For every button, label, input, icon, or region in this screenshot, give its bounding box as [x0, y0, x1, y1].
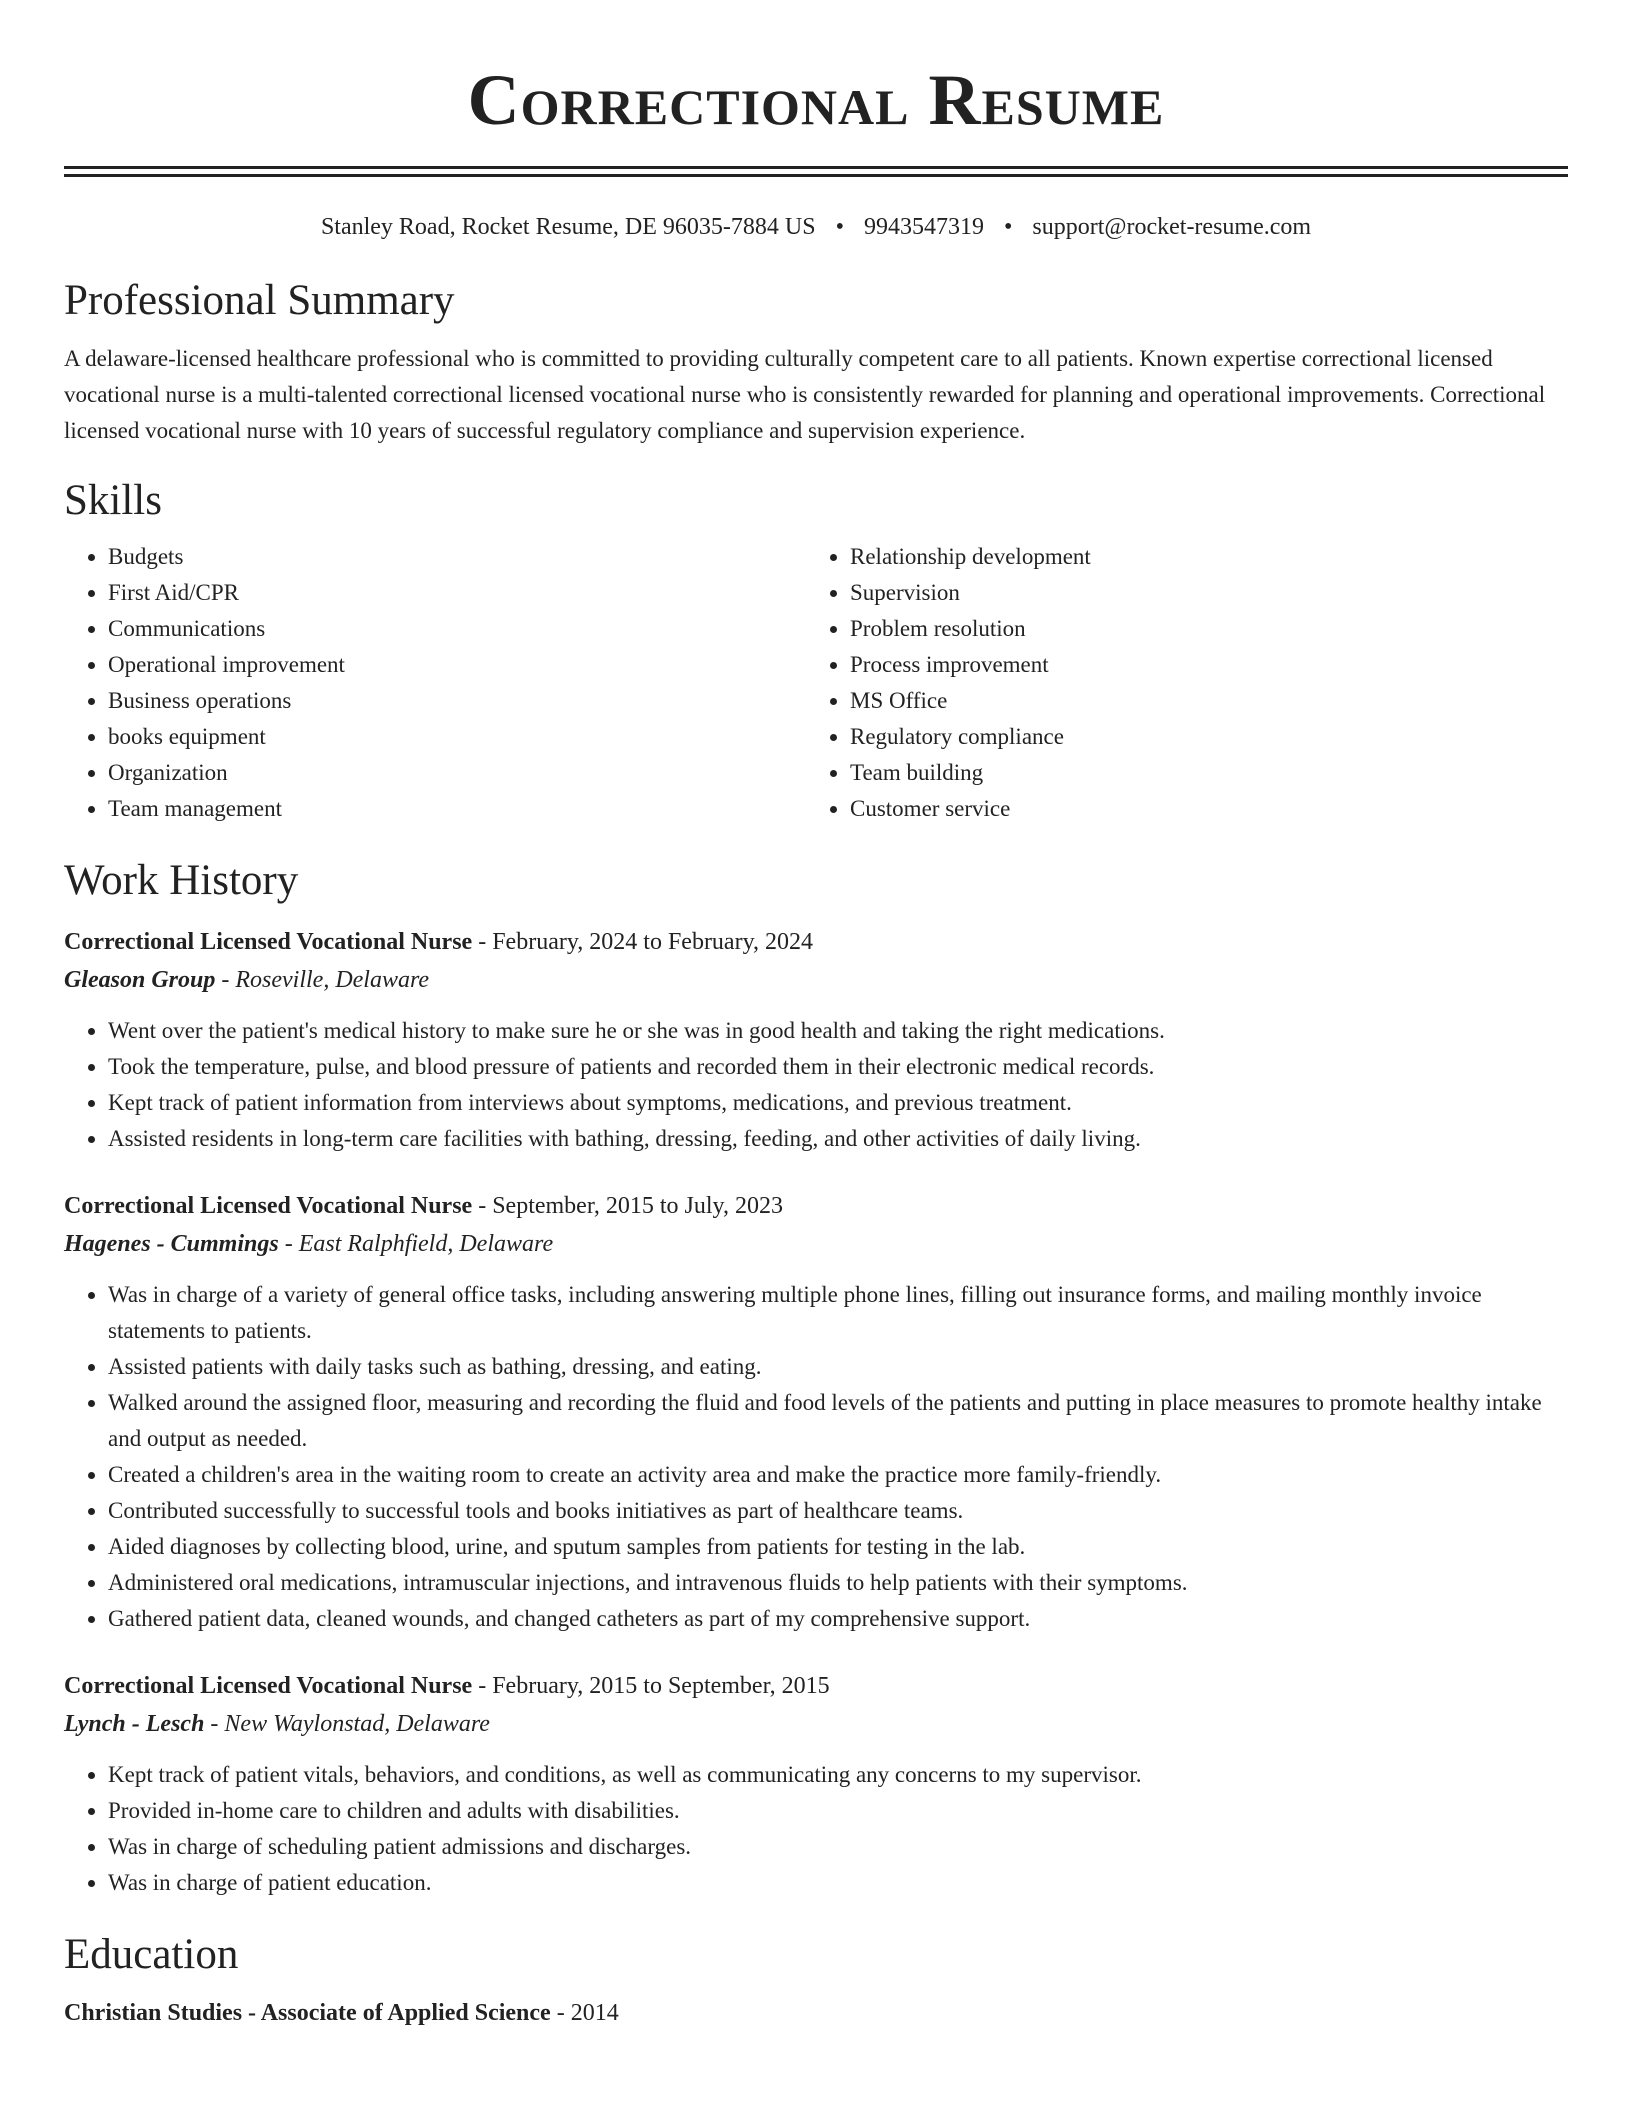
- job-title: Correctional Licensed Vocational Nurse: [64, 1673, 473, 1699]
- job-entry: [64, 1667, 1568, 1901]
- job-title-line: [64, 1187, 1568, 1225]
- summary-text: A delaware-licensed healthcare professional who is committed to providing culturally competent care to all patients. Known expertise correctional licensed vocational nurse is a multi-talented correctional licensed vocational nurse who is consistently rewarded for planning and operational improvements. Correctional licensed vocational nurse with 10 years of successful regulatory compliance and supervision experience.: [64, 346, 1546, 443]
- job-location: - East Ralphfield, Delaware: [278, 1231, 554, 1257]
- contact-email: support@rocket-resume.com: [1032, 214, 1312, 240]
- skill-item: • Customer service: [850, 791, 1548, 827]
- job-company: Gleason Group: [64, 967, 216, 993]
- duty-item: • Was in charge of patient education.: [108, 1865, 1568, 1901]
- duty-item: • Aided diagnoses by collecting blood, urine, and sputum samples from patients for testing in the lab.: [108, 1529, 1568, 1565]
- job-title: Correctional Licensed Vocational Nurse: [64, 929, 473, 955]
- job-title-line: [64, 1667, 1568, 1705]
- duty-item: • Assisted patients with daily tasks such as bathing, dressing, and eating.: [108, 1349, 1568, 1385]
- job-company-line: [64, 1225, 1568, 1263]
- duty-item: • Contributed successfully to successful tools and books initiatives as part of healthcare teams.: [108, 1493, 1568, 1529]
- duty-item: • Kept track of patient information from interviews about symptoms, medications, and previous treatment.: [108, 1085, 1568, 1121]
- job-dates: - February, 2024 to February, 2024: [472, 929, 814, 955]
- job-title-line: [64, 923, 1568, 961]
- skill-item: • Problem resolution: [850, 611, 1548, 647]
- job-company-line: [64, 961, 1568, 999]
- job-duties: [64, 1277, 1568, 1637]
- skill-item: • Process improvement: [850, 647, 1548, 683]
- skills-list-right: [806, 539, 1548, 827]
- skill-item: • Team building: [850, 755, 1548, 791]
- job-duties: [64, 1013, 1568, 1157]
- summary-heading: Professional Summary: [64, 277, 455, 324]
- education-section: [64, 1929, 1568, 2031]
- skill-item: • Regulatory compliance: [850, 719, 1548, 755]
- duty-item: • Administered oral medications, intramuscular injections, and intravenous fluids to help patients with their symptoms.: [108, 1565, 1568, 1601]
- summary-section: [64, 275, 1568, 449]
- job-location: - New Waylonstad, Delaware: [204, 1711, 490, 1737]
- skill-item: • Business operations: [108, 683, 806, 719]
- job-location: - Roseville, Delaware: [215, 967, 430, 993]
- skill-item: • Budgets: [108, 539, 806, 575]
- job-entry: [64, 923, 1568, 1157]
- duty-item: • Kept track of patient vitals, behaviors, and conditions, as well as communicating any concerns to my supervisor.: [108, 1757, 1568, 1793]
- work-history-heading: Work History: [64, 857, 299, 904]
- duty-item: • Gathered patient data, cleaned wounds, and changed catheters as part of my comprehensive support.: [108, 1601, 1568, 1637]
- job-title: Correctional Licensed Vocational Nurse: [64, 1193, 473, 1219]
- duty-item: • Was in charge of scheduling patient admissions and discharges.: [108, 1829, 1568, 1865]
- job-company: Hagenes - Cummings: [64, 1231, 279, 1257]
- contact-address: Stanley Road, Rocket Resume, DE 96035-7884 US: [320, 214, 816, 240]
- job-company: Lynch - Lesch: [64, 1711, 205, 1737]
- duty-item: • Provided in-home care to children and adults with disabilities.: [108, 1793, 1568, 1829]
- contact-separator: •: [835, 214, 844, 240]
- duty-item: • Took the temperature, pulse, and blood pressure of patients and recorded them in their electronic medical records.: [108, 1049, 1568, 1085]
- skill-item: • Operational improvement: [108, 647, 806, 683]
- skills-heading: Skills: [64, 477, 162, 524]
- skill-item: • Communications: [108, 611, 806, 647]
- skill-item: • Organization: [108, 755, 806, 791]
- skill-item: • MS Office: [850, 683, 1548, 719]
- duty-item: • Assisted residents in long-term care facilities with bathing, dressing, feeding, and other activities of daily living.: [108, 1121, 1568, 1157]
- skills-list-left: [64, 539, 806, 827]
- education-year: - 2014: [550, 2000, 619, 2026]
- job-duties: [64, 1757, 1568, 1901]
- duty-item: • Created a children's area in the waiting room to create an activity area and make the practice more family-friendly.: [108, 1457, 1568, 1493]
- duty-item: • Was in charge of a variety of general office tasks, including answering multiple phone lines, filling out insurance forms, and mailing monthly invoice statements to patients.: [108, 1277, 1568, 1349]
- skill-item: • Supervision: [850, 575, 1548, 611]
- job-dates: - September, 2015 to July, 2023: [472, 1193, 783, 1219]
- contact-phone: 9943547319: [863, 214, 984, 240]
- duty-item: • Went over the patient's medical history to make sure he or she was in good health and taking the right medications.: [108, 1013, 1568, 1049]
- job-company-line: [64, 1705, 1568, 1743]
- skill-item: • First Aid/CPR: [108, 575, 806, 611]
- education-entry: [64, 1995, 1568, 2031]
- duty-item: • Walked around the assigned floor, measuring and recording the fluid and food levels of the patients and putting in place measures to promote healthy intake and output as needed.: [108, 1385, 1568, 1457]
- contact-line: [64, 211, 1568, 243]
- skill-item: • Relationship development: [850, 539, 1548, 575]
- skill-item: • Team management: [108, 791, 806, 827]
- skills-columns: [64, 539, 1568, 827]
- skills-section: [64, 475, 1568, 827]
- job-dates: - February, 2015 to September, 2015: [472, 1673, 830, 1699]
- contact-separator: •: [1003, 214, 1013, 240]
- education-heading: Education: [64, 1931, 239, 1978]
- title-divider-bottom: [64, 174, 1568, 177]
- resume-title: Correctional Resume: [467, 60, 1165, 140]
- work-history-section: [64, 855, 1568, 1901]
- education-degree: Christian Studies - Associate of Applied Science: [64, 2000, 551, 2026]
- skill-item: • books equipment: [108, 719, 806, 755]
- job-entry: [64, 1187, 1568, 1637]
